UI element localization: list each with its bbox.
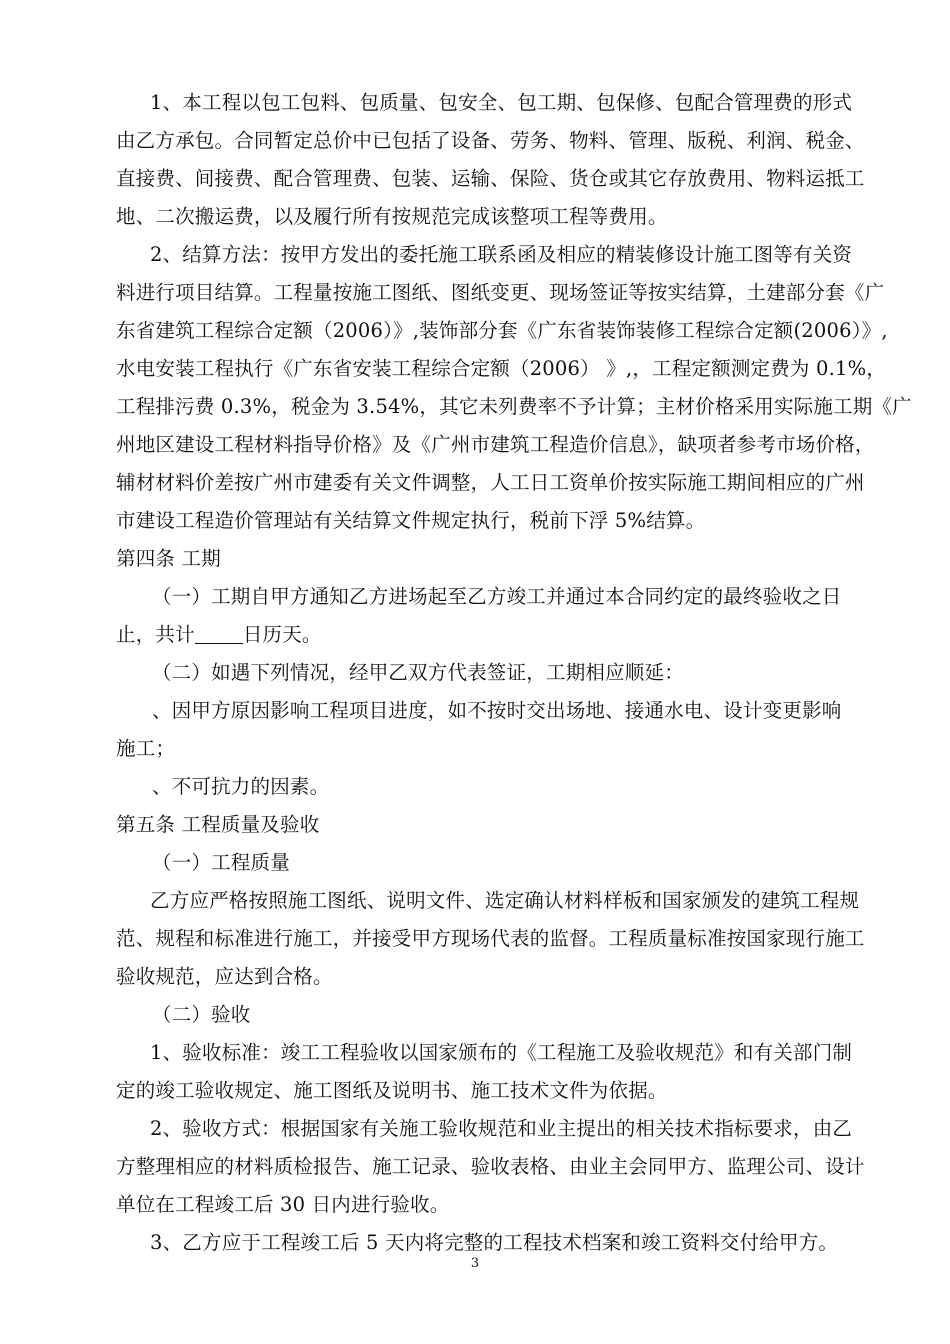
clause-1-line-2: 由乙方承包。合同暂定总价中已包括了设备、劳务、物料、管理、版税、利润、税金、 (116, 129, 865, 152)
article-4-case-2: 、不可抗力的因素。 (152, 775, 330, 798)
article-4-case-1-line-1: 、因甲方原因影响工程项目进度，如不按时交出场地、接通水电、设计变更影响 (152, 699, 842, 722)
acceptance-2-line-3: 单位在工程竣工后 30 日内进行验收。 (116, 1193, 450, 1216)
article-4-item-1-line-1: （一）工期自甲方通知乙方进场起至乙方竣工并通过本合同约定的最终验收之日 (152, 585, 842, 608)
clause-2-line-7: 辅材材料价差按广州市建委有关文件调整，人工日工资单价按实际施工期间相应的广州 (116, 471, 865, 494)
clause-2-line-5: 工程排污费 0.3%，税金为 3.54%，其它未列费率不予计算；主材价格采用实际施工期《广 (116, 395, 912, 418)
clause-2-line-8: 市建设工程造价管理站有关结算文件规定执行，税前下浮 5%结算。 (116, 509, 706, 532)
quality-line-2: 范、规程和标准进行施工，并接受甲方现场代表的监督。工程质量标准按国家现行施工 (116, 927, 865, 950)
clause-2-line-2: 料进行项目结算。工程量按施工图纸、图纸变更、现场签证等按实结算，土建部分套《广 (116, 281, 885, 304)
clause-1-line-1: 1、本工程以包工包料、包质量、包安全、包工期、包保修、包配合管理费的形式 (150, 91, 853, 114)
article-4-item-2: （二）如遇下列情况，经甲乙双方代表签证，工期相应顺延： (152, 661, 684, 684)
clause-1-line-3: 直接费、间接费、配合管理费、包装、运输、保险、货仓或其它存放费用、物料运抵工 (116, 167, 865, 190)
clause-2-line-6: 州地区建设工程材料指导价格》及《广州市建筑工程造价信息》，缺项者参考市场价格， (116, 433, 875, 456)
article-5-heading: 第五条 工程质量及验收 (116, 813, 320, 836)
acceptance-heading: （二）验收 (152, 1003, 251, 1026)
acceptance-2-line-1: 2、验收方式：根据国家有关施工验收规范和业主提出的相关技术指标要求，由乙 (150, 1117, 853, 1140)
page-number: 3 (470, 1256, 480, 1271)
article-4-heading: 第四条 工期 (116, 547, 221, 570)
duration-suffix: 日历天。 (242, 623, 322, 646)
article-4-item-1-line-2 (116, 622, 322, 648)
acceptance-1-line-2: 定的竣工验收规定、施工图纸及说明书、施工技术文件为依据。 (116, 1079, 668, 1102)
clause-2-line-3: 东省建筑工程综合定额（2006）》,装饰部分套《广东省装饰装修工程综合定额(2006）》, (116, 319, 888, 342)
clause-2-line-1: 2、结算方法：按甲方发出的委托施工联系函及相应的精装修设计施工图等有关资 (150, 243, 853, 266)
article-4-case-1-line-2: 施工； (116, 737, 176, 760)
acceptance-3: 3、乙方应于工程竣工后 5 天内将完整的工程技术档案和竣工资料交付给甲方。 (150, 1231, 839, 1254)
acceptance-1-line-1: 1、验收标准：竣工工程验收以国家颁布的《工程施工及验收规范》和有关部门制 (150, 1041, 853, 1064)
duration-days-blank (195, 625, 243, 644)
quality-heading: （一）工程质量 (152, 851, 290, 874)
clause-1-line-4: 地、二次搬运费，以及履行所有按规范完成该整项工程等费用。 (116, 205, 668, 228)
clause-2-line-4: 水电安装工程执行《广东省安装工程综合定额（2006） 》,，工程定额测定费为 0.1%， (116, 357, 887, 380)
acceptance-2-line-2: 方整理相应的材料质检报告、施工记录、验收表格、由业主会同甲方、监理公司、设计 (116, 1155, 865, 1178)
quality-line-3: 验收规范，应达到合格。 (116, 965, 333, 988)
quality-line-1: 乙方应严格按照施工图纸、说明文件、选定确认材料样板和国家颁发的建筑工程规 (150, 889, 860, 912)
duration-prefix: 止，共计 (116, 623, 195, 646)
